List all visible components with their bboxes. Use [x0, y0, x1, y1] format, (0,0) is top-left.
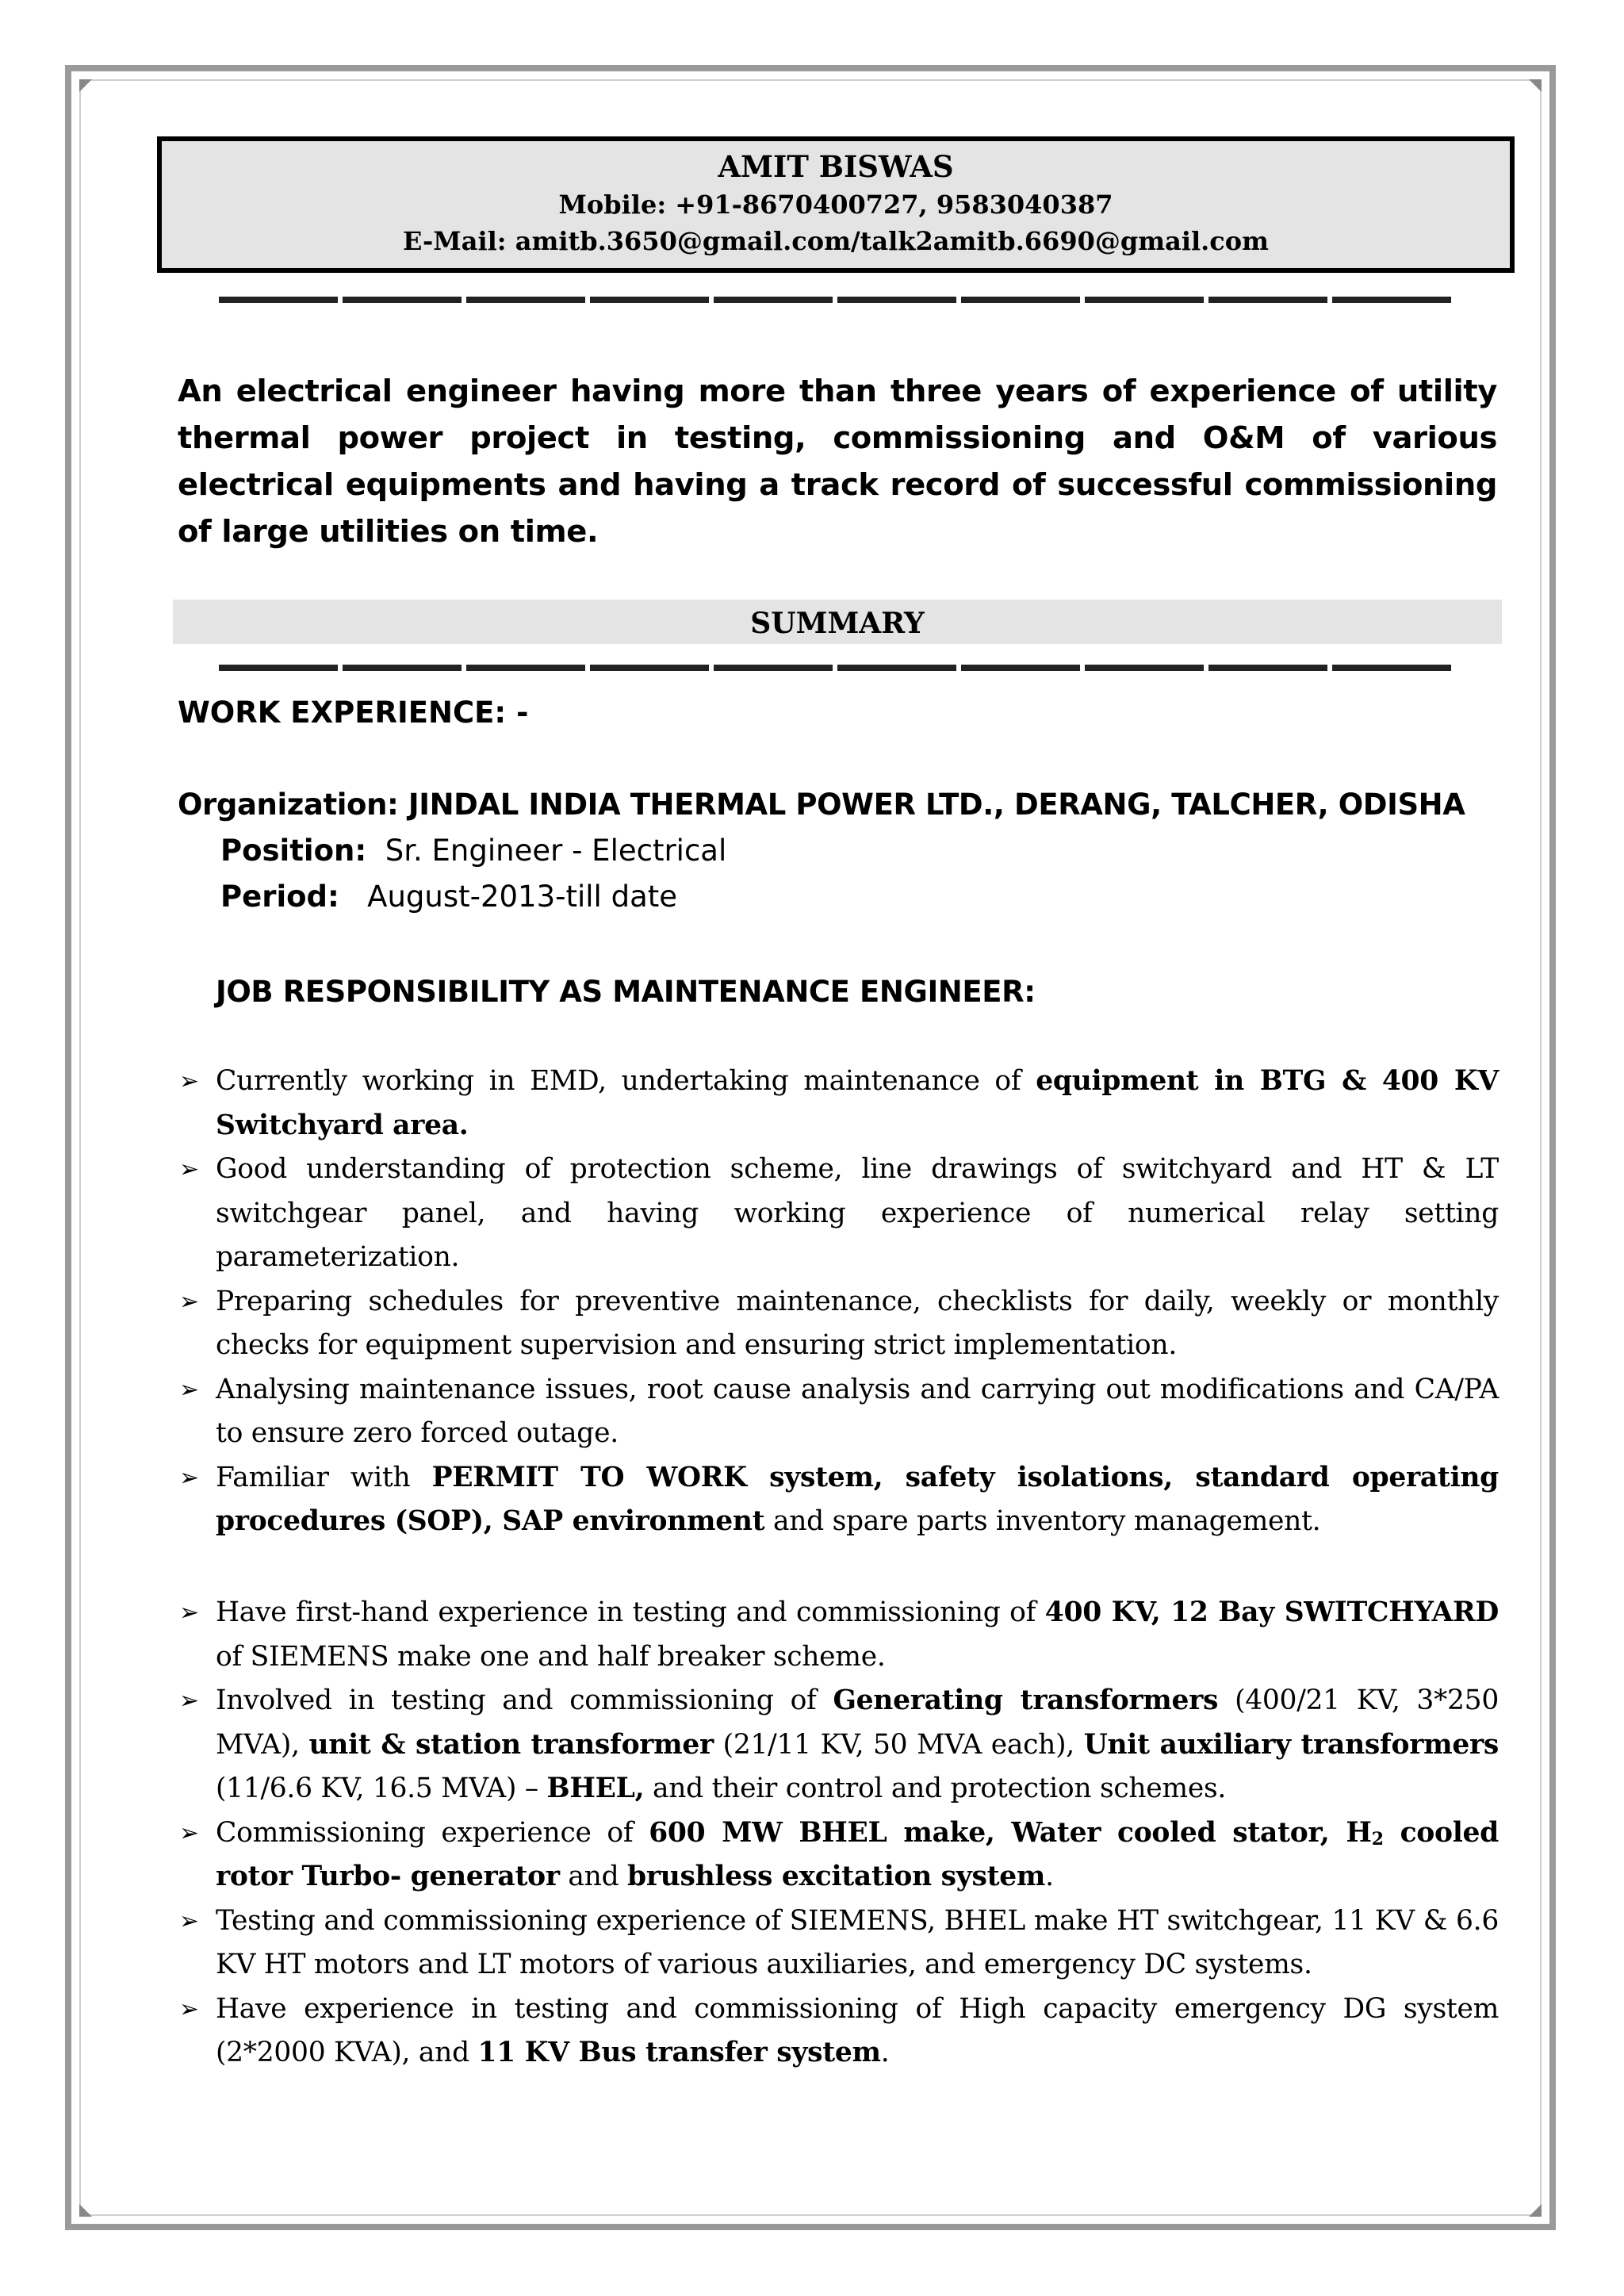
list-item [178, 1899, 1499, 1987]
bullet-text-segment: Analysing maintenance issues, root cause analysis and carrying out modifications and CA/PA to ensure zero forced outage. [216, 1373, 1499, 1449]
corner-ornament-top-right [1529, 79, 1542, 92]
email-addresses: E-Mail: amitb.3650@gmail.com/talk2amitb.6690@gmail.com [403, 226, 1269, 256]
bullet-text-segment: Familiar with [216, 1461, 432, 1493]
bullet-text-segment: (400/21 KV, 3*250 MVA), [216, 1685, 1499, 1761]
corner-ornament-top-left [79, 79, 92, 92]
bullet-text-segment: brushless excitation system [627, 1861, 1046, 1892]
bullet-text-segment: 2 [1371, 1828, 1384, 1849]
bullet-text-segment: 400 KV, 12 Bay SWITCHYARD [1044, 1596, 1500, 1628]
list-item [178, 1060, 1499, 1148]
bullet-text-segment: 11 KV Bus transfer system [477, 2037, 881, 2068]
position-value: Sr. Engineer - Electrical [385, 834, 727, 868]
period-value: August-2013-till date [367, 880, 678, 914]
arrow-bullet-icon: ➢ [179, 1907, 199, 1935]
header-divider [219, 297, 1453, 303]
bullet-text-segment: equipment in BTG & 400 KV Switchyard area. [216, 1065, 1499, 1141]
corner-ornament-bottom-right [1529, 2204, 1542, 2217]
bullet-text-segment: (21/11 KV, 50 MVA each), [713, 1728, 1084, 1761]
bullet-text-segment: and their control and protection schemes. [644, 1773, 1227, 1804]
list-item [178, 1591, 1499, 1679]
list-item [178, 1987, 1499, 2076]
bullet-text-segment: and [559, 1861, 628, 1892]
bullet-text-segment: . [1045, 1861, 1054, 1892]
corner-ornament-bottom-left [79, 2204, 92, 2217]
bullet-text-segment: Testing and commissioning experience of SIEMENS, BHEL make HT switchgear, 11 KV & 6.6 KV HT motors and LT motors of various auxiliaries, and emergency DC systems. [216, 1904, 1499, 1980]
arrow-bullet-icon: ➢ [179, 1287, 199, 1316]
list-item [178, 1811, 1499, 1899]
arrow-bullet-icon: ➢ [179, 1375, 199, 1404]
arrow-bullet-icon: ➢ [179, 1819, 199, 1847]
bullet-text-segment: (11/6.6 KV, 16.5 MVA) – [216, 1773, 547, 1804]
bullet-text-segment: of SIEMENS make one and half breaker scheme. [216, 1640, 886, 1673]
profile-intro: An electrical engineer having more than three years of experience of utility thermal power project in testing, commissioning and O&M of various electrical equipments and having a track record of successful commissioning of large utilities on time. [178, 374, 1497, 550]
job-responsibility-heading: JOB RESPONSIBILITY AS MAINTENANCE ENGINEER: [216, 975, 1036, 1009]
list-item [178, 1679, 1499, 1811]
bullet-text-segment: . [880, 2037, 890, 2068]
arrow-bullet-icon: ➢ [179, 1068, 199, 1095]
bullet-text-segment: PERMIT TO WORK system, safety isolations, standard operating procedures (SOP), SAP environment [216, 1461, 1499, 1537]
period-label: Period: [220, 880, 339, 914]
bullet-text-segment: Preparing schedules for preventive maintenance, checklists for daily, weekly or monthly checks for equipment supervision and ensuring strict implementation. [216, 1285, 1499, 1361]
bullet-text-segment: Involved in testing and commissioning of [216, 1685, 833, 1716]
arrow-bullet-icon: ➢ [179, 1995, 199, 2023]
arrow-bullet-icon: ➢ [179, 1599, 199, 1627]
work-experience-heading: WORK EXPERIENCE: - [178, 696, 529, 730]
bullet-text-segment: Generating transformers [833, 1685, 1219, 1716]
summary-heading: SUMMARY [173, 600, 1502, 644]
bullet-text-segment: BHEL, [546, 1773, 645, 1804]
responsibility-list-commissioning [178, 1591, 1499, 2076]
list-item [178, 1456, 1499, 1544]
arrow-bullet-icon: ➢ [179, 1156, 199, 1183]
position-line [220, 833, 726, 869]
summary-divider [219, 665, 1453, 671]
bullet-text-segment: unit & station transformer [308, 1728, 714, 1761]
bullet-text-segment: cooled rotor Turbo- generator [216, 1816, 1499, 1892]
bullet-text-segment: Unit auxiliary transformers [1083, 1728, 1499, 1761]
position-label: Position: [220, 834, 367, 868]
responsibility-list-maintenance [178, 1060, 1499, 1544]
list-item [178, 1280, 1499, 1368]
period-line [220, 879, 677, 915]
bullet-text-segment: Good understanding of protection scheme, line drawings of switchyard and HT & LT switchgear panel, and having working experience of numerical relay setting parameterization. [216, 1153, 1499, 1273]
list-item [178, 1368, 1499, 1456]
candidate-name: AMIT BISWAS [718, 149, 954, 184]
bullet-text-segment: Have experience in testing and commissioning of High capacity emergency DG system (2*2000 KVA), and [216, 1992, 1499, 2068]
bullet-text-segment: Have first-hand experience in testing and commissioning of [216, 1596, 1045, 1628]
bullet-text-segment: 600 MW BHEL make, Water cooled stator, H [649, 1816, 1372, 1849]
arrow-bullet-icon: ➢ [179, 1463, 199, 1492]
organization-line: Organization: JINDAL INDIA THERMAL POWER LTD., DERANG, TALCHER, ODISHA [178, 788, 1465, 822]
list-item [178, 1148, 1499, 1280]
bullet-text-segment: Currently working in EMD, undertaking maintenance of [216, 1065, 1036, 1097]
bullet-text-segment: and spare parts inventory management. [764, 1505, 1321, 1537]
resume-header [157, 136, 1515, 273]
arrow-bullet-icon: ➢ [179, 1687, 199, 1715]
bullet-text-segment: Commissioning experience of [216, 1816, 649, 1849]
mobile-numbers: Mobile: +91-8670400727, 9583040387 [558, 190, 1113, 220]
